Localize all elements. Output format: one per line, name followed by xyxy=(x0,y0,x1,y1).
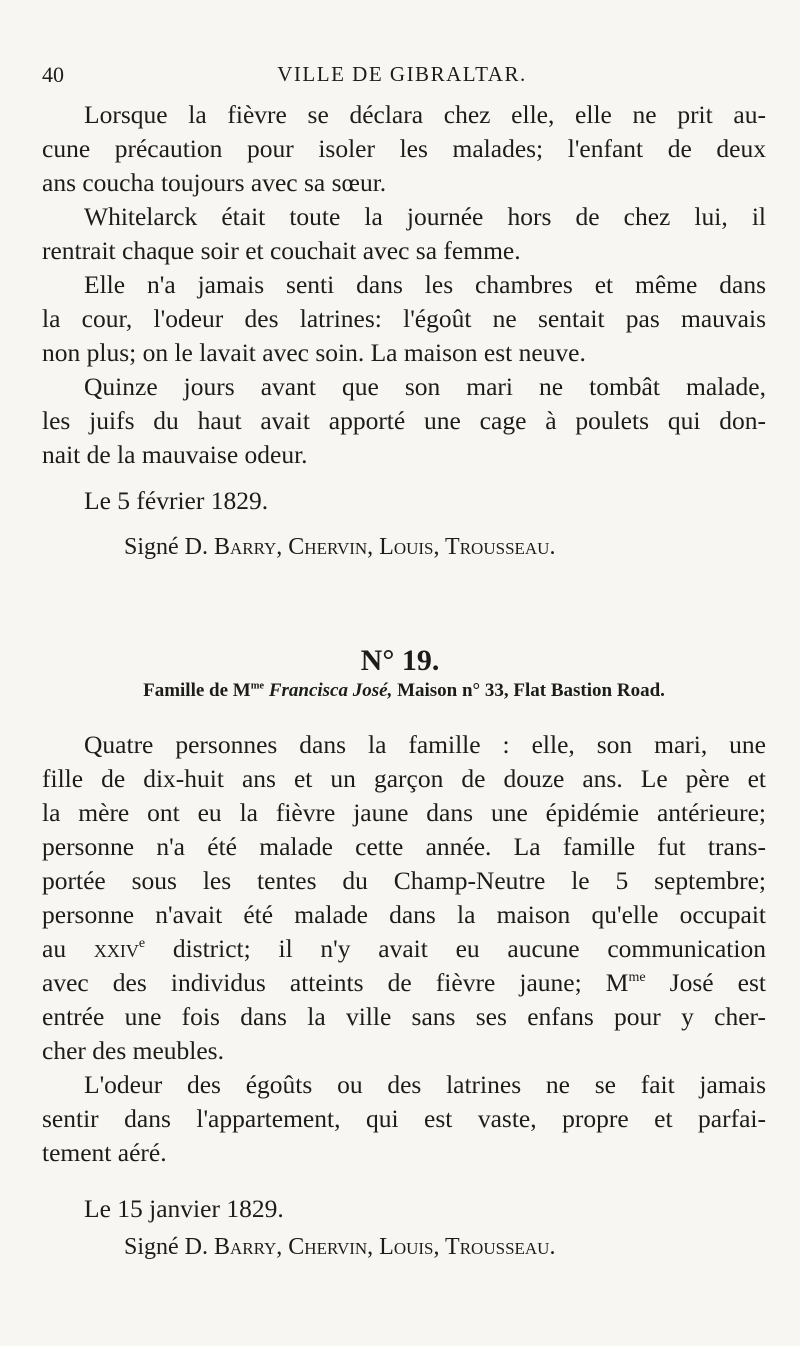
paragraph-line: Elle n'a jamais senti dans les chambres et même dans xyxy=(84,270,766,299)
paragraph-line: personne n'avait été malade dans la maison qu'elle occupait xyxy=(42,900,766,929)
line-part: José est xyxy=(645,968,766,997)
signature-names: Barry, Chervin, Louis, Trousseau. xyxy=(214,534,556,560)
paragraph-line: fille de dix-huit ans et un garçon de douze ans. Le père et xyxy=(42,764,766,793)
date-line: Le 5 février 1829. xyxy=(84,486,269,515)
date-line: Le 15 janvier 1829. xyxy=(84,1194,284,1223)
paragraph-line: ans coucha toujours avec sa sœur. xyxy=(42,168,387,197)
paragraph-line: nait de la mauvaise odeur. xyxy=(42,440,308,469)
bottom-text-block xyxy=(42,728,766,1170)
title-superscript: me xyxy=(628,970,646,986)
page-number: 40 xyxy=(42,62,64,87)
section-number: N° 19. xyxy=(360,644,440,677)
line-part: avec des individus atteints de fièvre jaune; M xyxy=(42,968,629,997)
paragraph-line: portée sous les tentes du Champ-Neutre le 5 septembre; xyxy=(42,866,766,895)
signature-line xyxy=(42,530,766,564)
paragraph-line xyxy=(42,932,766,966)
paragraph-line: Quatre personnes dans la famille : elle, son mari, une xyxy=(84,730,766,759)
line-part: district; il n'y avait eu aucune communication xyxy=(145,934,766,963)
family-heading xyxy=(42,680,766,702)
paragraph-line: la mère ont eu la fièvre jaune dans une épidémie antérieure; xyxy=(42,798,766,827)
paragraph-line: rentrait chaque soir et couchait avec sa femme. xyxy=(42,236,521,265)
paragraph-line: les juifs du haut avait apporté une cage à poulets qui don- xyxy=(42,406,766,435)
paragraph-line xyxy=(42,966,766,1000)
paragraph-line: Whitelarck était toute la journée hors de chez lui, il xyxy=(84,202,766,231)
heading-name: Francisca José, xyxy=(268,680,393,701)
paragraph-line: Quinze jours avant que son mari ne tombât malade, xyxy=(84,372,766,401)
top-signature-block xyxy=(42,530,766,564)
heading-prefix: Famille de M xyxy=(143,680,251,701)
heading-rest: Maison n° 33, Flat Bastion Road. xyxy=(392,680,665,701)
top-text-block xyxy=(42,98,766,472)
signature-line xyxy=(42,1230,766,1264)
bottom-signature-block xyxy=(42,1230,766,1264)
ordinal-superscript: e xyxy=(138,936,146,952)
signature-prefix: Signé D. xyxy=(124,534,214,560)
paragraph-line: non plus; on le lavait avec soin. La maison est neuve. xyxy=(42,338,586,367)
top-date-block xyxy=(42,484,766,518)
roman-numeral: xxiv xyxy=(93,934,139,963)
paragraph-line: tement aéré. xyxy=(42,1138,167,1167)
heading-superscript: me xyxy=(250,680,265,692)
paragraph-line: Lorsque la fièvre se déclara chez elle, elle ne prit au- xyxy=(84,100,766,129)
bottom-date-block xyxy=(42,1192,766,1226)
paragraph-line: entrée une fois dans la ville sans ses enfans pour y cher- xyxy=(42,1002,766,1031)
paragraph-line: personne n'a été malade cette année. La famille fut trans- xyxy=(42,832,766,861)
line-part: au xyxy=(42,934,94,963)
running-head xyxy=(42,62,762,92)
paragraph-line: cher des meubles. xyxy=(42,1036,224,1065)
signature-names: Barry, Chervin, Louis, Trousseau. xyxy=(214,1234,556,1260)
paragraph-line: cune précaution pour isoler les malades; l'enfant de deux xyxy=(42,134,766,163)
signature-prefix: Signé D. xyxy=(124,1234,214,1260)
running-title: VILLE DE GIBRALTAR. xyxy=(277,62,527,86)
paragraph-line: L'odeur des égoûts ou des latrines ne se fait jamais xyxy=(84,1070,766,1099)
paragraph-line: sentir dans l'appartement, qui est vaste, propre et parfai- xyxy=(42,1104,766,1133)
paragraph-line: la cour, l'odeur des latrines: l'égoût ne sentait pas mauvais xyxy=(42,304,766,333)
